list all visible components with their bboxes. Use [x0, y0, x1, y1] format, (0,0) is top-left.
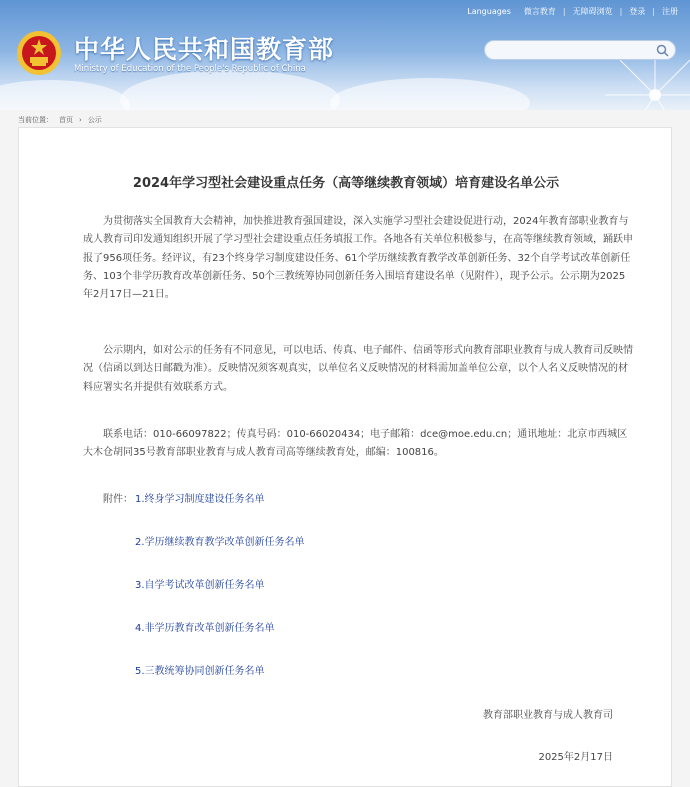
site-header: [0, 0, 690, 110]
article-paragraph: 公示期内，如对公示的任务有不同意见，可以电话、传真、电子邮件、信函等形式向教育部职业教育与成人教育司反映情况（信函以到达日邮戳为准）。反映情况须客观真实，以单位名义反映情况的材料需加盖单位公章，以个人名义反映情况的材料应署实名并提供有效联系方式。: [83, 345, 633, 393]
attachment-link[interactable]: [135, 662, 265, 677]
attachment-link-text[interactable]: 4.非学历教育改革创新任务名单: [135, 623, 275, 634]
cloud-decoration: [330, 78, 530, 110]
article-card: [18, 127, 672, 787]
publish-date: 2025年2月17日: [538, 752, 613, 763]
search-input[interactable]: [493, 43, 657, 59]
separator: |: [619, 7, 623, 16]
signature: 教育部职业教育与成人教育司: [483, 710, 613, 721]
search-box: [484, 40, 676, 60]
login-link[interactable]: 登录: [629, 7, 646, 16]
article-paragraph: 为贯彻落实全国教育大会精神，加快推进教育强国建设，深入实施学习型社会建设促进行动，2024年教育部职业教育与成人教育司印发通知组织开展了学习型社会建设重点任务填报工作。各地各有关单位积极参与，在高等继续教育领域，踊跃申报了956项任务。经评议，有23个终身学习制度建设任务、61个学历继续教育教学改革创新任务、32个自学考试改革创新任务、103个非学历教育改革创新任务、50个三教统筹协同创新任务入围培育建设名单（见附件），现予公示。公示期为2025年2月17日—21日。: [83, 216, 633, 301]
attachment-link-text[interactable]: 1.终身学习制度建设任务名单: [135, 494, 265, 505]
attachments-label: 附件：: [103, 494, 133, 505]
attachment-link[interactable]: [135, 576, 265, 591]
national-emblem-icon[interactable]: [16, 30, 62, 76]
cloud-decoration: [0, 80, 130, 110]
article-paragraph: 联系电话：010-66097822；传真号码：010-66020434；电子邮箱：dce@moe.edu.cn；通讯地址：北京市西城区大木仓胡同35号教育部职业教育与成人教育司高等继续教育处，邮编：100816。: [83, 429, 628, 459]
article-title: 2024年学习型社会建设重点任务（高等继续教育领域）培育建设名单公示: [132, 176, 560, 191]
attachment-link-text[interactable]: 3.自学考试改革创新任务名单: [135, 580, 265, 591]
attachment-link-text[interactable]: 5.三教统筹协同创新任务名单: [135, 666, 265, 677]
search-icon[interactable]: [656, 44, 669, 57]
cloud-decoration: [120, 70, 340, 110]
separator: |: [562, 7, 566, 16]
attachment-link[interactable]: [135, 619, 275, 634]
site-title[interactable]: 中华人民共和国教育部: [74, 35, 335, 64]
attachment-link[interactable]: [135, 490, 265, 505]
separator: |: [652, 7, 655, 16]
attachment-link-text[interactable]: 2.学历继续教育教学改革创新任务名单: [135, 537, 305, 548]
register-link[interactable]: 注册: [662, 7, 678, 16]
breadcrumb: [18, 115, 102, 125]
attachment-link[interactable]: [135, 533, 305, 548]
breadcrumb-current[interactable]: 公示: [87, 116, 102, 124]
weiyan-link[interactable]: 微言教育: [523, 7, 556, 16]
languages-link[interactable]: Languages: [467, 7, 511, 16]
accessibility-link[interactable]: 无障碍浏览: [572, 7, 613, 16]
breadcrumb-home[interactable]: 首页: [59, 116, 73, 124]
site-subtitle-en: Ministry of Education of the People's Republic of China: [74, 64, 306, 74]
chevron-right-icon: ›: [79, 116, 82, 124]
breadcrumb-label: 当前位置：: [18, 116, 53, 124]
top-links: [467, 6, 678, 17]
